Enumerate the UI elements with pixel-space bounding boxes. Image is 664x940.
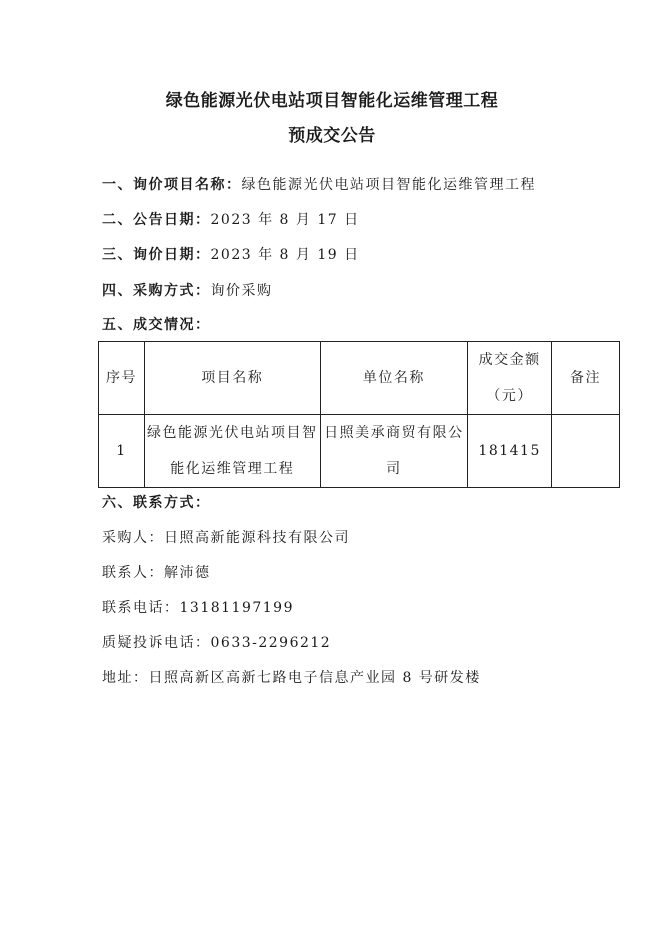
- cell-seq: 1: [99, 415, 145, 488]
- item-announce-date-value: 2023 年 8 月 17 日: [210, 212, 360, 228]
- item-purchase-method: [102, 282, 273, 300]
- item-result: [102, 316, 211, 334]
- header-amount: 成交金额（元）: [468, 342, 552, 415]
- cell-unit: 日照美承商贸有限公司: [320, 415, 468, 488]
- item-project-name-value: 绿色能源光伏电站项目智能化运维管理工程: [241, 177, 536, 193]
- contact-address: 地址：日照高新区高新七路电子信息产业园 8 号研发楼: [102, 670, 481, 686]
- contact-person: 联系人：解沛德: [102, 565, 211, 581]
- item-contact-label: 六、联系方式：: [102, 495, 211, 511]
- cell-remark: [552, 415, 620, 488]
- document-subtitle: 预成交公告: [288, 126, 376, 146]
- header-remark: 备注: [552, 342, 620, 415]
- item-announce-date-label: 二、公告日期：: [102, 212, 211, 228]
- contact-phone: 联系电话：13181197199: [102, 600, 294, 616]
- item-purchase-method-value: 询价采购: [210, 283, 273, 299]
- contact-complaint-phone: 质疑投诉电话：0633-2296212: [102, 635, 332, 651]
- item-project-name: [102, 176, 536, 194]
- result-table: [98, 341, 620, 488]
- header-unit: 单位名称: [320, 342, 468, 415]
- contact-purchaser: 采购人：日照高新能源科技有限公司: [102, 530, 350, 546]
- item-result-label: 五、成交情况：: [102, 317, 211, 333]
- item-project-name-label: 一、询价项目名称：: [102, 177, 242, 193]
- header-project: 项目名称: [144, 342, 320, 415]
- item-inquiry-date-value: 2023 年 8 月 19 日: [210, 247, 360, 263]
- cell-project: 绿色能源光伏电站项目智能化运维管理工程: [144, 415, 320, 488]
- item-inquiry-date: [102, 246, 360, 264]
- cell-amount: 181415: [468, 415, 552, 488]
- item-inquiry-date-label: 三、询价日期：: [102, 247, 211, 263]
- item-purchase-method-label: 四、采购方式：: [102, 283, 211, 299]
- document-title: 绿色能源光伏电站项目智能化运维管理工程: [165, 91, 499, 111]
- item-announce-date: [102, 211, 360, 229]
- table-row: [99, 415, 620, 488]
- header-seq: 序号: [99, 342, 145, 415]
- item-contact: [102, 494, 211, 512]
- table-header-row: [99, 342, 620, 415]
